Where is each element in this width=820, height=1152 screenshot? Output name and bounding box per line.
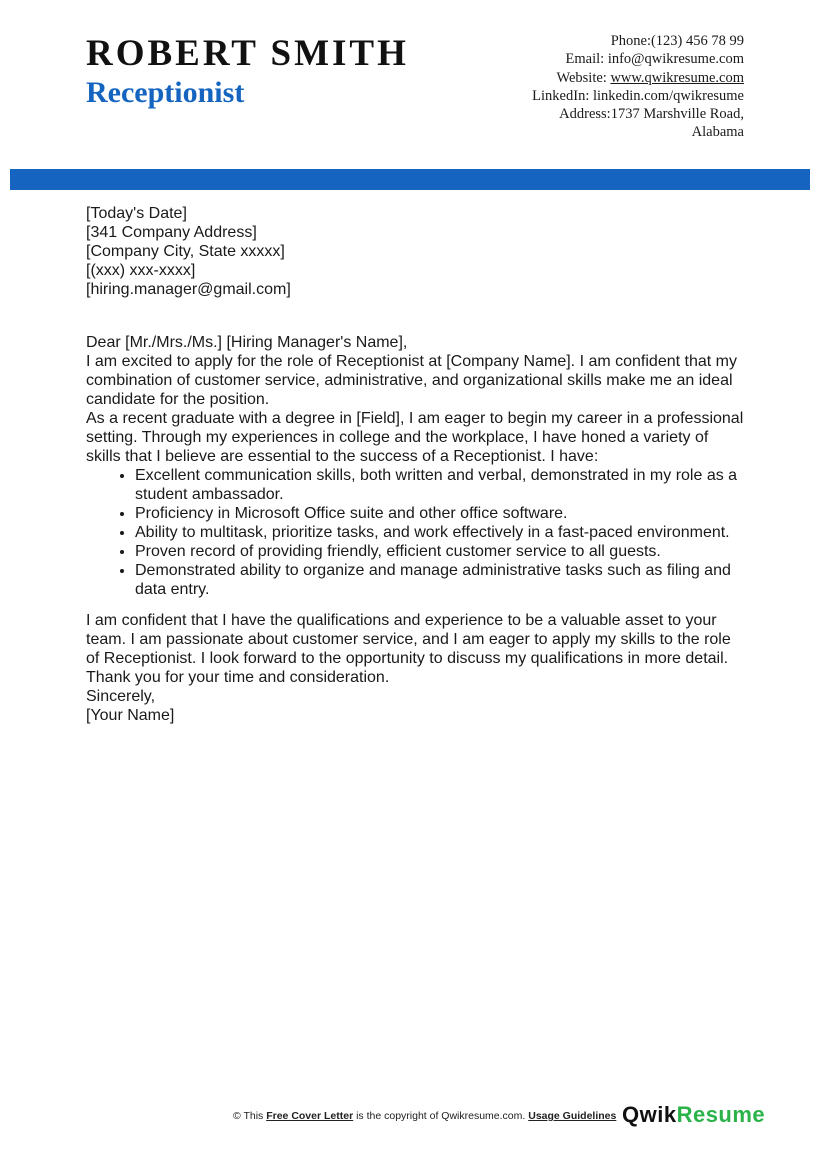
salutation: Dear [Mr./Mrs./Ms.] [Hiring Manager's Name], xyxy=(86,334,408,351)
accent-divider-bar xyxy=(10,169,810,190)
recipient-phone: [(xxx) xxx-xxxx] xyxy=(86,262,196,279)
contact-phone: Phone:(123) 456 78 99 xyxy=(610,33,744,49)
website-label: Website: xyxy=(556,69,611,86)
footer-middle: is the copyright of Qwikresume.com. xyxy=(353,1110,529,1122)
paragraph-background: As a recent graduate with a degree in [Field], I am eager to begin my career in a professional setting. Through my experiences in college and the workplace, I have honed a variety of skills that I believe are essential to the success of a Receptionist. I have: xyxy=(86,410,744,465)
footer-prefix: © This xyxy=(233,1110,267,1122)
recipient-address: [341 Company Address] xyxy=(86,224,257,241)
website-link[interactable]: www.qwikresume.com xyxy=(610,69,744,86)
paragraph-intro: I am excited to apply for the role of Receptionist at [Company Name]. I am confident that my combination of customer service, administrative, and organizational skills make me an ideal candidate for the position. xyxy=(86,353,737,408)
contact-address-line2: Alabama xyxy=(691,124,744,141)
logo-part-qwik: Qwik xyxy=(622,1102,677,1127)
list-item: • Demonstrated ability to organize and manage administrative tasks such as filing and data entry. xyxy=(135,561,746,599)
closing-word: Sincerely, xyxy=(86,688,156,705)
recipient-email: [hiring.manager@gmail.com] xyxy=(86,281,291,298)
contact-block xyxy=(444,32,744,142)
contact-website xyxy=(444,69,744,87)
recipient-block xyxy=(86,223,746,299)
contact-email: Email: info@qwikresume.com xyxy=(565,51,744,68)
list-item: • Proven record of providing friendly, efficient customer service to all guests. xyxy=(135,542,746,561)
signature-name: [Your Name] xyxy=(86,707,175,724)
candidate-name: ROBERT SMITH xyxy=(86,33,409,74)
copyright-footer xyxy=(233,1110,616,1122)
letter-date: [Today's Date] xyxy=(86,205,187,222)
recipient-city: [Company City, State xxxxx] xyxy=(86,243,285,260)
free-cover-letter-link[interactable]: Free Cover Letter xyxy=(266,1110,354,1122)
skills-list xyxy=(86,466,746,599)
paragraph-closing: I am confident that I have the qualifications and experience to be a valuable asset to your team. I am passionate about customer service, and I am eager to apply my skills to the role of Receptionist. I look forward to the opportunity to discuss my qualifications in more detail. Thank you for your time and consideration. xyxy=(86,612,731,686)
letter-body xyxy=(86,204,746,725)
list-item: • Ability to multitask, prioritize tasks, and work effectively in a fast-paced environment. xyxy=(135,523,746,542)
usage-guidelines-link[interactable]: Usage Guidelines xyxy=(528,1110,617,1122)
contact-address-line1: Address:1737 Marshville Road, xyxy=(559,106,744,123)
job-title: Receptionist xyxy=(86,76,245,109)
list-item: • Proficiency in Microsoft Office suite and other office software. xyxy=(135,504,746,523)
list-item: • Excellent communication skills, both written and verbal, demonstrated in my role as a student ambassador. xyxy=(135,466,746,504)
contact-linkedin: LinkedIn: linkedin.com/qwikresume xyxy=(532,87,744,104)
qwikresume-logo xyxy=(622,1102,765,1128)
logo-part-resume: Resume xyxy=(676,1102,766,1127)
